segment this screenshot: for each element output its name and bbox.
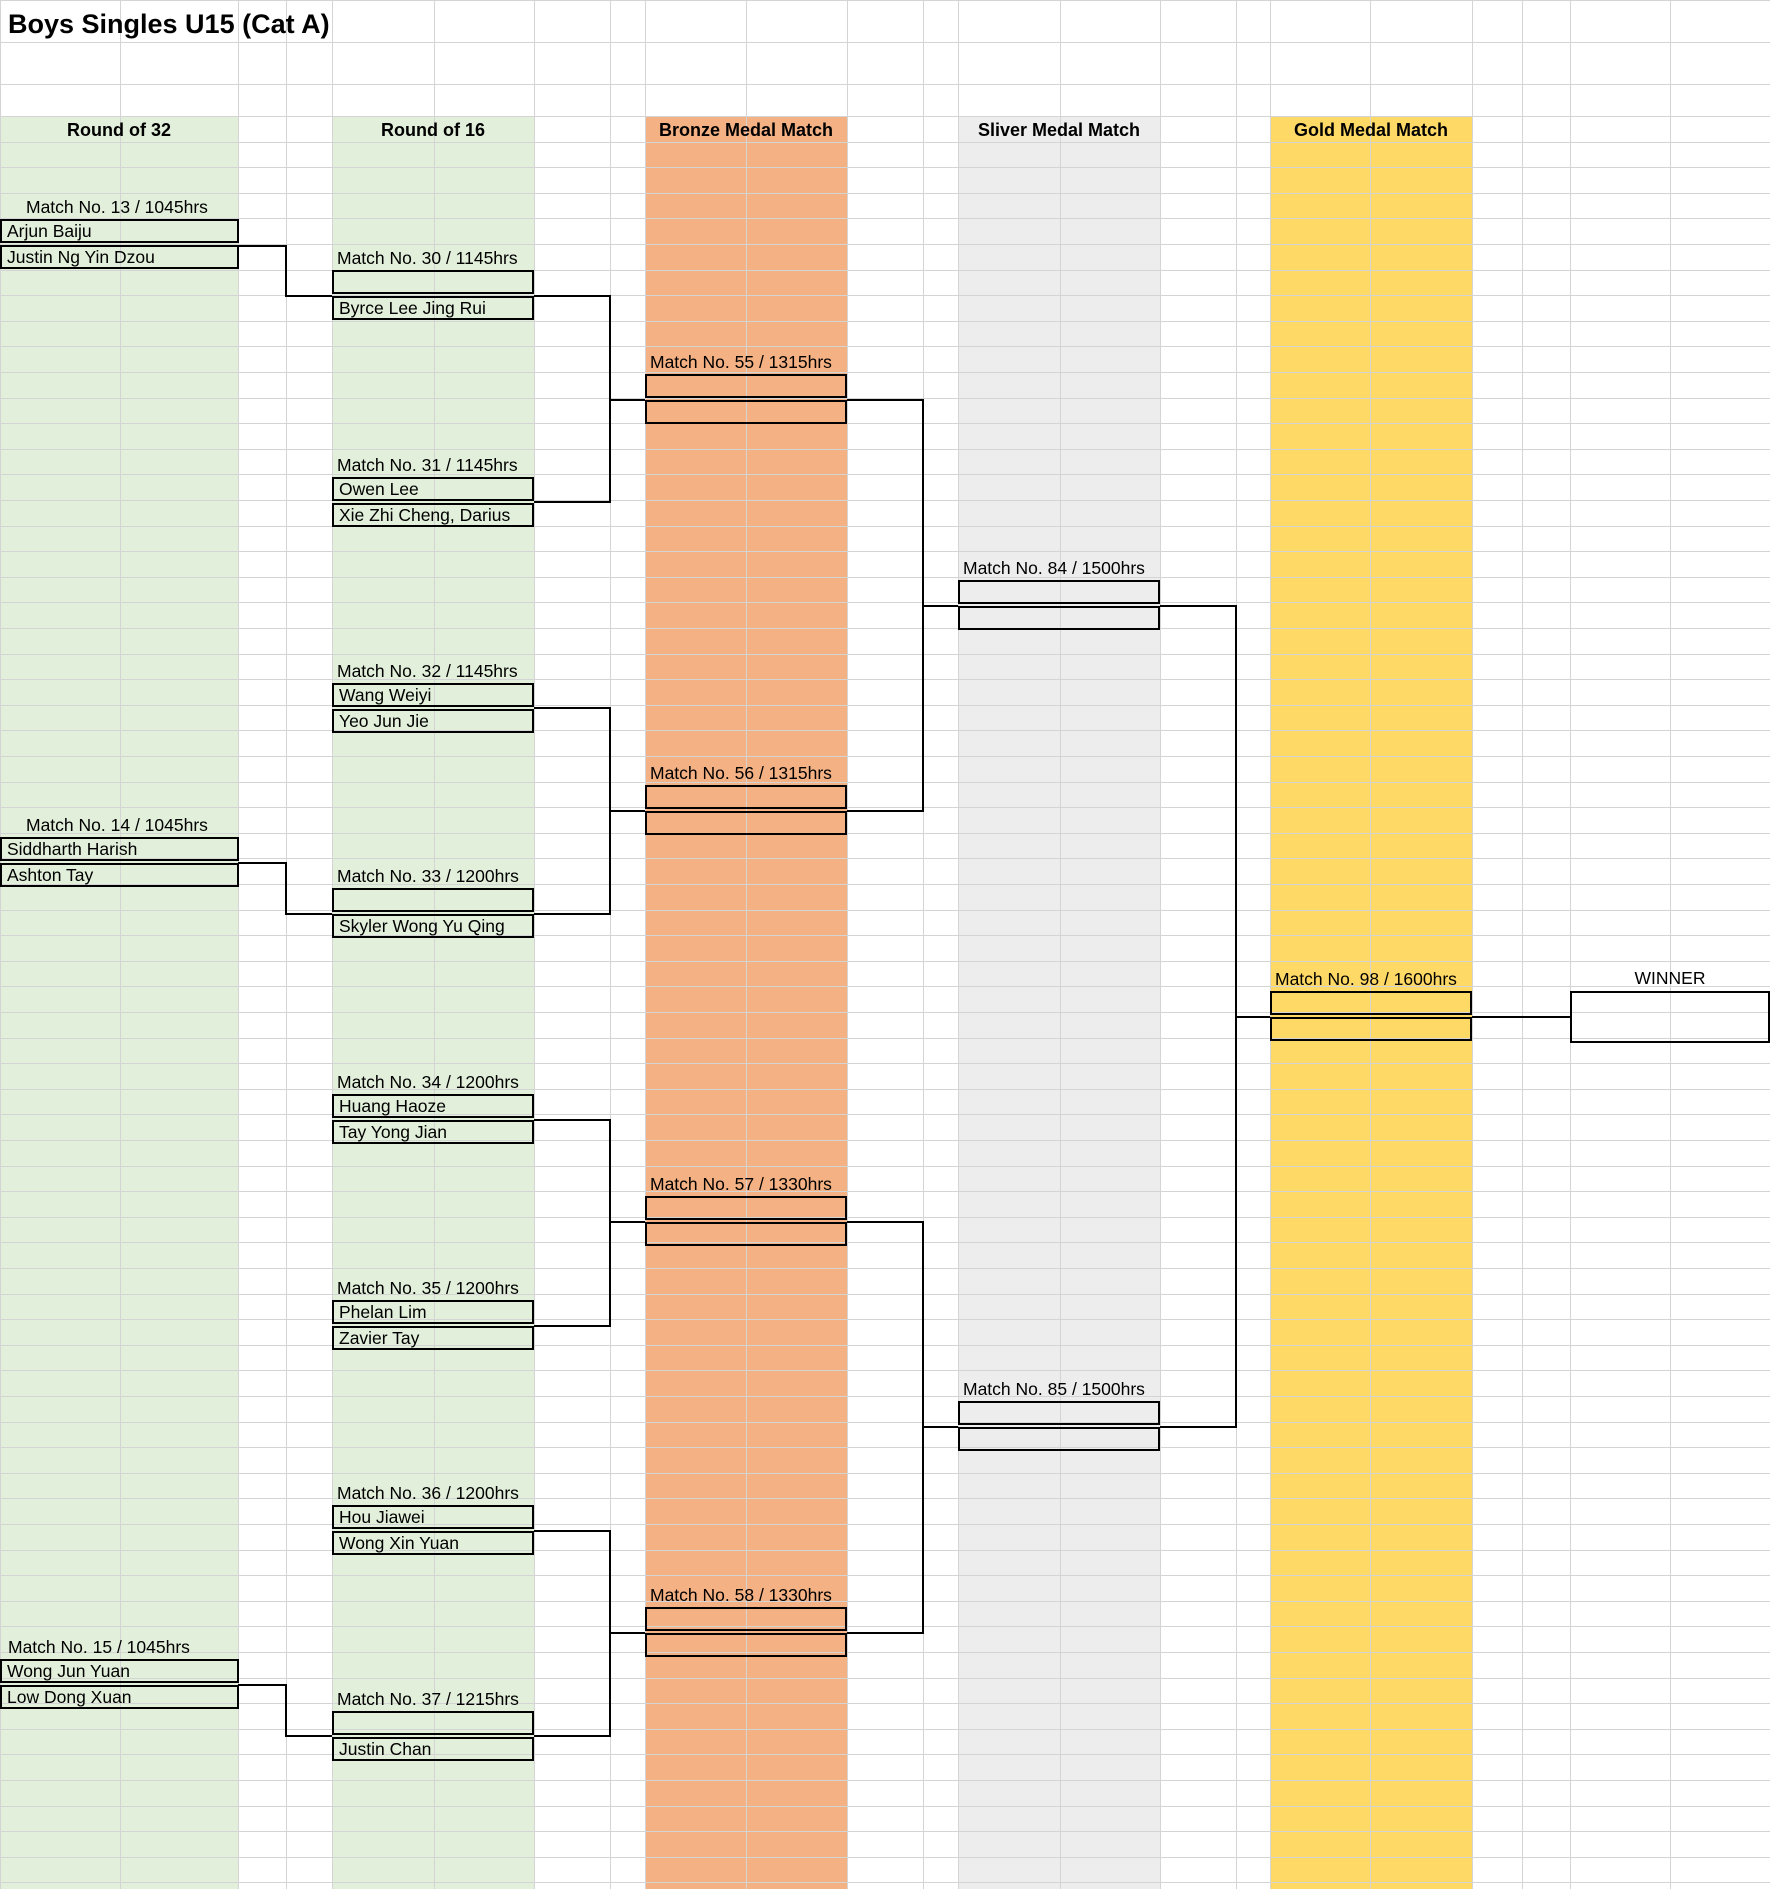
match-r32-3-label: Match No. 15 / 1045hrs <box>8 1637 190 1657</box>
connector-line-4 <box>534 296 610 502</box>
column-header-bronze-medal-match: Bronze Medal Match <box>658 120 834 140</box>
match-r16-8-player-1[interactable] <box>332 1711 534 1735</box>
match-r16-7-label: Match No. 36 / 1200hrs <box>337 1483 519 1503</box>
column-header-gold-medal-match: Gold Medal Match <box>1293 120 1448 140</box>
column-header-silver-medal-match: Sliver Medal Match <box>977 120 1141 140</box>
match-r16-1-player-1[interactable] <box>332 270 534 294</box>
connector-line-3 <box>238 1685 332 1736</box>
page-title: Boys Singles U15 (Cat A) <box>8 9 330 39</box>
match-r32-2-label: Match No. 14 / 1045hrs <box>26 815 208 835</box>
match-r32-2-player-2[interactable]: Ashton Tay <box>0 863 239 887</box>
match-silver-2-player-1[interactable] <box>958 1401 1160 1425</box>
connector-line-13 <box>847 1222 923 1633</box>
connector-line-1 <box>238 246 332 296</box>
column-header-round-of-32: Round of 32 <box>67 120 171 140</box>
match-r16-2-label: Match No. 31 / 1145hrs <box>337 455 518 475</box>
match-r16-7-player-1[interactable]: Hou Jiawei <box>332 1505 534 1529</box>
match-silver-1-player-2[interactable] <box>958 606 1160 630</box>
match-bronze-1-label: Match No. 55 / 1315hrs <box>650 352 832 372</box>
match-gold-1-player-2[interactable] <box>1270 1017 1472 1041</box>
match-bronze-3-player-2[interactable] <box>645 1222 847 1246</box>
match-r16-6-player-1[interactable]: Phelan Lim <box>332 1300 534 1324</box>
match-r32-1-label: Match No. 13 / 1045hrs <box>26 197 208 217</box>
match-bronze-4-player-1[interactable] <box>645 1607 847 1631</box>
connector-line-12 <box>847 400 923 811</box>
match-bronze-2-label: Match No. 56 / 1315hrs <box>650 763 832 783</box>
match-r16-6-label: Match No. 35 / 1200hrs <box>337 1278 519 1298</box>
match-r16-8-label: Match No. 37 / 1215hrs <box>337 1689 519 1709</box>
match-r16-3-player-1[interactable]: Wang Weiyi <box>332 683 534 707</box>
match-r32-3-player-2[interactable]: Low Dong Xuan <box>0 1685 239 1709</box>
match-r16-7-player-2[interactable]: Wong Xin Yuan <box>332 1531 534 1555</box>
match-r32-1-player-2[interactable]: Justin Ng Yin Dzou <box>0 245 239 269</box>
match-silver-2-label: Match No. 85 / 1500hrs <box>963 1379 1145 1399</box>
match-bronze-1-player-2[interactable] <box>645 400 847 424</box>
match-r16-5-player-2[interactable]: Tay Yong Jian <box>332 1120 534 1144</box>
match-silver-1-player-1[interactable] <box>958 580 1160 604</box>
match-r16-1-player-2[interactable]: Byrce Lee Jing Rui <box>332 296 534 320</box>
match-r16-3-label: Match No. 32 / 1145hrs <box>337 661 518 681</box>
match-gold-1-player-1[interactable] <box>1270 991 1472 1015</box>
connector-line-2 <box>238 863 332 914</box>
match-r16-8-player-2[interactable]: Justin Chan <box>332 1737 534 1761</box>
match-r16-4-player-2[interactable]: Skyler Wong Yu Qing <box>332 914 534 938</box>
match-bronze-3-label: Match No. 57 / 1330hrs <box>650 1174 832 1194</box>
column-header-round-of-16: Round of 16 <box>381 120 485 140</box>
match-r16-4-label: Match No. 33 / 1200hrs <box>337 866 519 886</box>
winner-label: WINNER <box>1634 968 1706 988</box>
match-bronze-2-player-2[interactable] <box>645 811 847 835</box>
match-bronze-1-player-1[interactable] <box>645 374 847 398</box>
match-r16-2-player-1[interactable]: Owen Lee <box>332 477 534 501</box>
connector-line-16 <box>1160 606 1236 1427</box>
match-bronze-4-player-2[interactable] <box>645 1633 847 1657</box>
winner-box[interactable] <box>1570 991 1770 1043</box>
match-silver-2-player-2[interactable] <box>958 1427 1160 1451</box>
match-r16-1-label: Match No. 30 / 1145hrs <box>337 248 518 268</box>
match-silver-1-label: Match No. 84 / 1500hrs <box>963 558 1145 578</box>
match-r16-2-player-2[interactable]: Xie Zhi Cheng, Darius <box>332 503 534 527</box>
match-bronze-3-player-1[interactable] <box>645 1196 847 1220</box>
match-gold-1-label: Match No. 98 / 1600hrs <box>1275 969 1457 989</box>
match-r32-1-player-1[interactable]: Arjun Baiju <box>0 219 239 243</box>
match-r16-5-label: Match No. 34 / 1200hrs <box>337 1072 519 1092</box>
match-r32-3-player-1[interactable]: Wong Jun Yuan <box>0 1659 239 1683</box>
match-bronze-4-label: Match No. 58 / 1330hrs <box>650 1585 832 1605</box>
match-r16-5-player-1[interactable]: Huang Haoze <box>332 1094 534 1118</box>
match-r16-3-player-2[interactable]: Yeo Jun Jie <box>332 709 534 733</box>
match-bronze-2-player-1[interactable] <box>645 785 847 809</box>
connector-line-6 <box>534 1120 610 1326</box>
connector-line-5 <box>534 708 610 914</box>
connector-line-7 <box>534 1531 610 1736</box>
match-r32-2-player-1[interactable]: Siddharth Harish <box>0 837 239 861</box>
match-r16-6-player-2[interactable]: Zavier Tay <box>332 1326 534 1350</box>
match-r16-4-player-1[interactable] <box>332 888 534 912</box>
